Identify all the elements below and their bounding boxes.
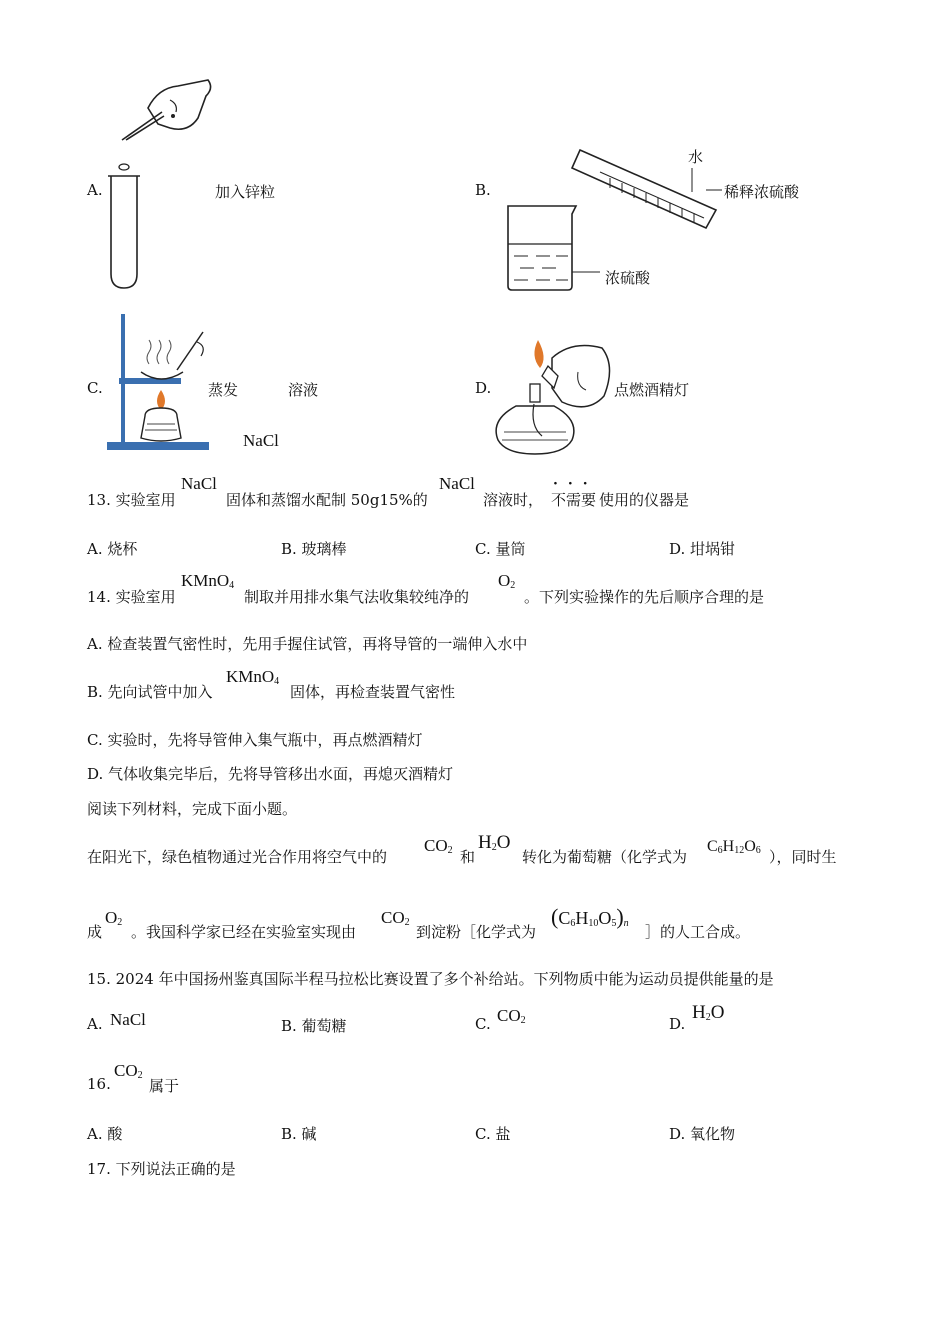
q15-option-c-formula: $CO_2$ [497,1006,526,1026]
q14-option-b-formula: KMnO$_4$ [226,667,280,687]
q14-stem-b: 制取并用排水集气法收集较纯净的 [244,588,470,606]
q13-stem-c: 溶液时， [483,491,544,509]
option-d-caption: 点燃酒精灯 [614,381,690,399]
option-letter-a: A. [87,181,103,199]
q16-formula: $CO_2$ [114,1061,143,1081]
q14-formula-kmno4: KMnO$_4$ [181,571,235,591]
formula-o2: $O_2$ [105,908,123,928]
q16-option-a: A. 酸 [87,1125,123,1143]
label-concentrated-acid: 浓硫酸 [605,269,651,287]
option-letter-d: D. [475,379,492,397]
q14-formula-o2: $O_2$ [498,571,516,591]
label-water: 水 [688,148,704,166]
q13-formula-nacl-2: NaCl [439,474,475,493]
evaporation-setup-illustration [105,312,215,454]
label-evaporate: 蒸发 [208,381,239,399]
formula-glucose: $C_6H_{12}O_6$ [707,838,761,856]
alcohol-lamp-illustration [492,336,617,458]
q14-option-b-a: B. 先向试管中加入 [87,683,213,701]
option-letter-c: C. [87,379,103,397]
formula-co2: $CO_2$ [424,836,453,856]
q14-stem-a: 14. 实验室用 [87,588,176,606]
q14-option-b-b: 固体，再检查装置气密性 [290,683,456,701]
emphasis-dots: ··· [553,476,598,492]
label-dilute-acid: 稀释浓硫酸 [724,183,800,201]
tweezers-hand-illustration [118,78,218,148]
q16-option-d: D. 氧化物 [669,1125,736,1143]
q13-option-c: C. 量筒 [475,540,526,558]
material-p2-b: 。我国科学家已经在实验室实现由 [131,923,357,941]
q14-option-d: D. 气体收集完毕后，先将导管移出水面，再熄灭酒精灯 [87,765,454,783]
q15-option-b: B. 葡萄糖 [281,1017,347,1035]
material-p1-b: 和 [460,848,476,866]
q15-option-a-formula: NaCl [110,1010,146,1029]
q16-option-b: B. 碱 [281,1125,317,1143]
q15-option-a-letter: A. [87,1015,103,1033]
q15-stem: 15. 2024 年中国扬州鉴真国际半程马拉松比赛设置了多个补给站。下列物质中能为运动员提供能量的是 [87,970,774,988]
q17-stem: 17. 下列说法正确的是 [87,1160,236,1178]
q14-option-c: C. 实验时，先将导管伸入集气瓶中，再点燃酒精灯 [87,731,423,749]
q16-option-c: C. 盐 [475,1125,511,1143]
option-letter-b: B. [475,181,491,199]
material-p2-a: 成 [87,923,103,941]
q14-stem-c: 。下列实验操作的先后顺序合理的是 [524,588,765,606]
q15-option-d-formula: $H_2O$ [692,1002,725,1023]
material-p1-c: 转化为葡萄糖（化学式为 [522,848,688,866]
q13-stem-a: 13. 实验室用 [87,491,176,509]
formula-starch: $(C_6H_{10}O_5)_n$ [551,904,629,929]
formula-h2o: $H_2O$ [478,832,511,853]
test-tube-illustration [104,162,144,292]
label-solution: 溶液 [288,381,319,399]
option-a-caption: 加入锌粒 [215,183,276,201]
q13-option-b: B. 玻璃棒 [281,540,347,558]
q16-number: 16. [87,1075,111,1093]
material-p2-c: 到淀粉［化学式为 [416,923,537,941]
q13-stem-b: 固体和蒸馏水配制 50g15%的 [226,491,428,509]
q14-option-a: A. 检查装置气密性时，先用手握住试管，再将导管的一端伸入水中 [87,635,528,653]
q13-option-d: D. 坩埚钳 [669,540,736,558]
q13-option-a: A. 烧杯 [87,540,138,558]
material-p1-a: 在阳光下，绿色植物通过光合作用将空气中的 [87,848,388,866]
q13-formula-nacl: NaCl [181,474,217,493]
q15-option-d-letter: D. [669,1015,686,1033]
q13-emphasis: 不需要 [551,491,597,509]
q16-stem: 属于 [149,1077,180,1095]
q13-stem-d: 使用的仪器是 [599,491,690,509]
label-nacl-c: NaCl [243,431,279,450]
q15-option-c-letter: C. [475,1015,491,1033]
material-intro: 阅读下列材料，完成下面小题。 [87,800,298,818]
formula-co2-2: $CO_2$ [381,908,410,928]
material-p1-d: ），同时生 [769,848,837,866]
material-p2-d: ］的人工合成。 [645,923,751,941]
